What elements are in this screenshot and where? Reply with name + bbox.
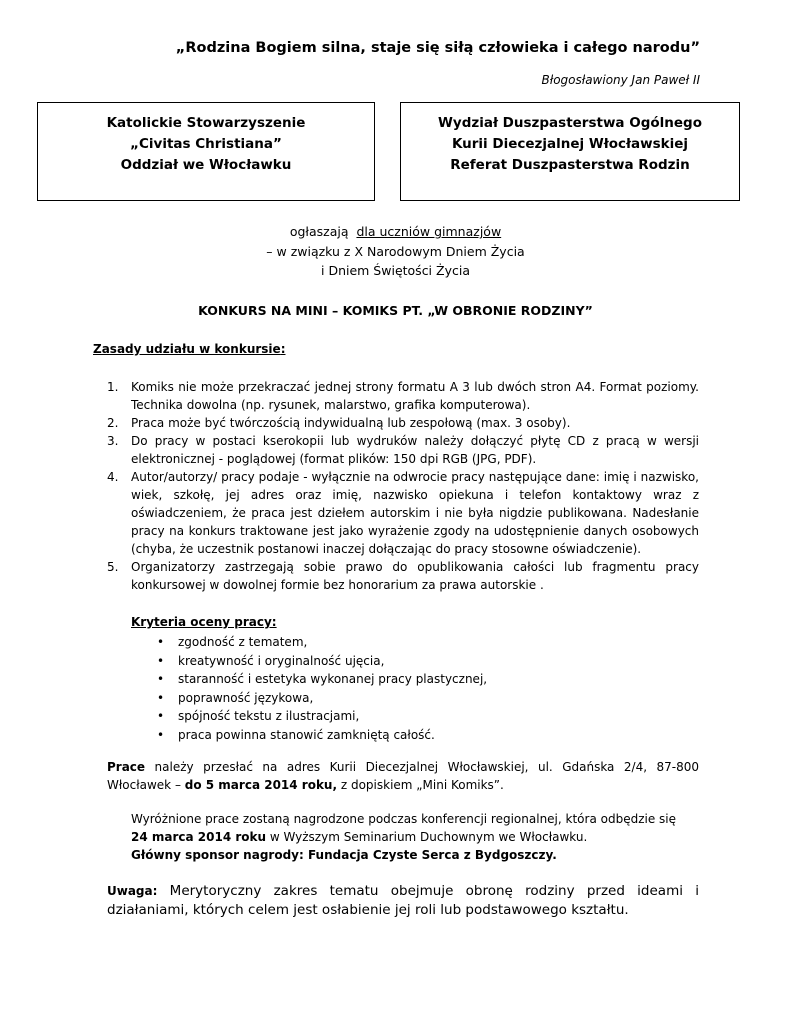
rules-list — [107, 378, 699, 594]
awards-paragraph — [131, 810, 701, 864]
awards-date: 24 marca 2014 roku — [131, 830, 267, 844]
bullet-icon: • — [157, 690, 165, 705]
rule-number: 4. — [107, 470, 119, 484]
criteria-item — [157, 726, 487, 745]
submission-deadline: do 5 marca 2014 roku, — [184, 778, 338, 792]
criteria-item — [157, 689, 487, 708]
organizer-left-line: Oddział we Włocławku — [120, 157, 292, 173]
bullet-icon: • — [157, 672, 165, 686]
criteria-item — [157, 652, 487, 671]
awards-sponsor: Główny sponsor nagrody: Fundacja Czyste Serca z Bydgoszczy. — [131, 848, 557, 862]
announcement-line-3: i Dniem Świętości Życia — [321, 263, 470, 278]
announcement — [0, 222, 791, 281]
rule-item — [107, 468, 699, 558]
motto-quote: „Rodzina Bogiem silna, staje się siłą człowieka i całego narodu” — [175, 40, 700, 56]
criteria-item — [157, 707, 487, 726]
rule-number: 3. — [107, 434, 119, 448]
organizer-left-line: „Civitas Christiana” — [130, 136, 282, 152]
criteria-text: staranność i estetyka wykonanej pracy plastycznej, — [178, 672, 488, 686]
rule-item — [107, 432, 699, 468]
rules-heading-colon: : — [280, 342, 286, 356]
announcement-line-2: – w związku z X Narodowym Dniem Życia — [266, 243, 525, 259]
rule-text: Praca może być twórczością indywidualną lub zespołową (max. 3 osoby). — [131, 416, 571, 430]
criteria-heading: Kryteria oceny pracy: — [131, 615, 277, 629]
rule-text: Autor/autorzy/ pracy podaje - wyłącznie na odwrocie pracy następujące dane: imię i nazwisko, wiek, szkołę, jej adres oraz imię, nazwisko opiekuna i telefon kontaktowy wraz z oświadczeniem, że praca jest dziełem autorskim i nie była nigdzie publikowana. Nadesłanie pracy na konkurs traktowane jest jako wyrażenie zgody na udostępnienie danych osobowych (chyba, że uczestnik postanowi inaczej dołączając do pracy stosowne oświadczenie). — [131, 470, 699, 556]
contest-title: KONKURS NA MINI – KOMIKS PT. „W OBRONIE RODZINY” — [198, 303, 593, 318]
submission-paragraph — [107, 758, 699, 794]
announcement-verb: ogłaszają — [289, 224, 349, 239]
rule-item — [107, 414, 699, 432]
criteria-text: spójność tekstu z ilustracjami, — [178, 709, 360, 723]
criteria-text: praca powinna stanowić zamkniętą całość. — [178, 727, 435, 742]
organizer-right-line: Wydział Duszpasterstwa Ogólnego — [438, 115, 702, 131]
announcement-line-1 — [0, 222, 791, 242]
awards-line-2 — [131, 828, 701, 846]
rule-number: 2. — [107, 416, 119, 430]
criteria-list — [157, 633, 487, 744]
submission-bold: Prace — [107, 760, 146, 774]
announcement-audience: dla uczniów gimnazjów — [356, 224, 502, 239]
organizer-right-line: Referat Duszpasterstwa Rodzin — [450, 157, 690, 173]
rule-text: Do pracy w postaci kserokopii lub wydruków należy dołączyć płytę CD z pracą w wersji elektronicznej - poglądowej (format plików: 150 dpi RGB (JPG, PDF). — [131, 434, 699, 466]
criteria-text: kreatywność i oryginalność ujęcia, — [178, 653, 385, 668]
awards-place: w Wyższym Seminarium Duchownym we Włocławku. — [266, 830, 588, 844]
criteria-text: poprawność językowa, — [178, 690, 314, 705]
criteria-item — [157, 633, 487, 652]
organizer-right-line: Kurii Diecezjalnej Włocławskiej — [451, 136, 689, 152]
organizer-left-line: Katolickie Stowarzyszenie — [106, 115, 306, 131]
rules-heading — [93, 342, 286, 356]
bullet-icon: • — [157, 635, 165, 649]
organizer-box-left — [37, 102, 375, 201]
bullet-icon: • — [157, 653, 165, 668]
criteria-text: zgodność z tematem, — [178, 635, 308, 649]
criteria-item — [157, 670, 487, 689]
motto-author: Błogosławiony Jan Paweł II — [541, 73, 700, 87]
note-paragraph — [107, 882, 699, 920]
rule-text: Komiks nie może przekraczać jednej strony formatu A 3 lub dwóch stron A4. Format poziomy. Technika dowolna (np. rysunek, malarstwo, grafika komputerowa). — [131, 380, 699, 412]
bullet-icon: • — [157, 709, 165, 723]
organizer-box-right — [400, 102, 740, 201]
rule-number: 1. — [107, 380, 119, 394]
rule-item — [107, 558, 699, 594]
submission-text-end: z dopiskiem „Mini Komiks”. — [337, 778, 504, 792]
rule-item — [107, 378, 699, 414]
awards-line-1: Wyróżnione prace zostaną nagrodzone podczas konferencji regionalnej, która odbędzie się — [131, 812, 676, 826]
bullet-icon: • — [157, 727, 165, 742]
rule-text: Organizatorzy zastrzegają sobie prawo do opublikowania całości lub fragmentu pracy konkursowej w dowolnej formie bez honorarium za prawa autorskie . — [131, 560, 699, 592]
rules-heading-text: Zasady udziału w konkursie — [93, 342, 281, 356]
submission-text: należy przesłać na adres Kurii Diecezjalnej Włocławskiej, ul. Gdańska 2/4, 87-800 Włocławek – — [107, 760, 699, 792]
note-text: Merytoryczny zakres tematu obejmuje obronę rodziny przed ideami i działaniami, których celem jest osłabienie jej roli lub podstawowego kształtu. — [107, 883, 699, 918]
rule-number: 5. — [107, 560, 119, 574]
note-label: Uwaga: — [107, 884, 158, 898]
